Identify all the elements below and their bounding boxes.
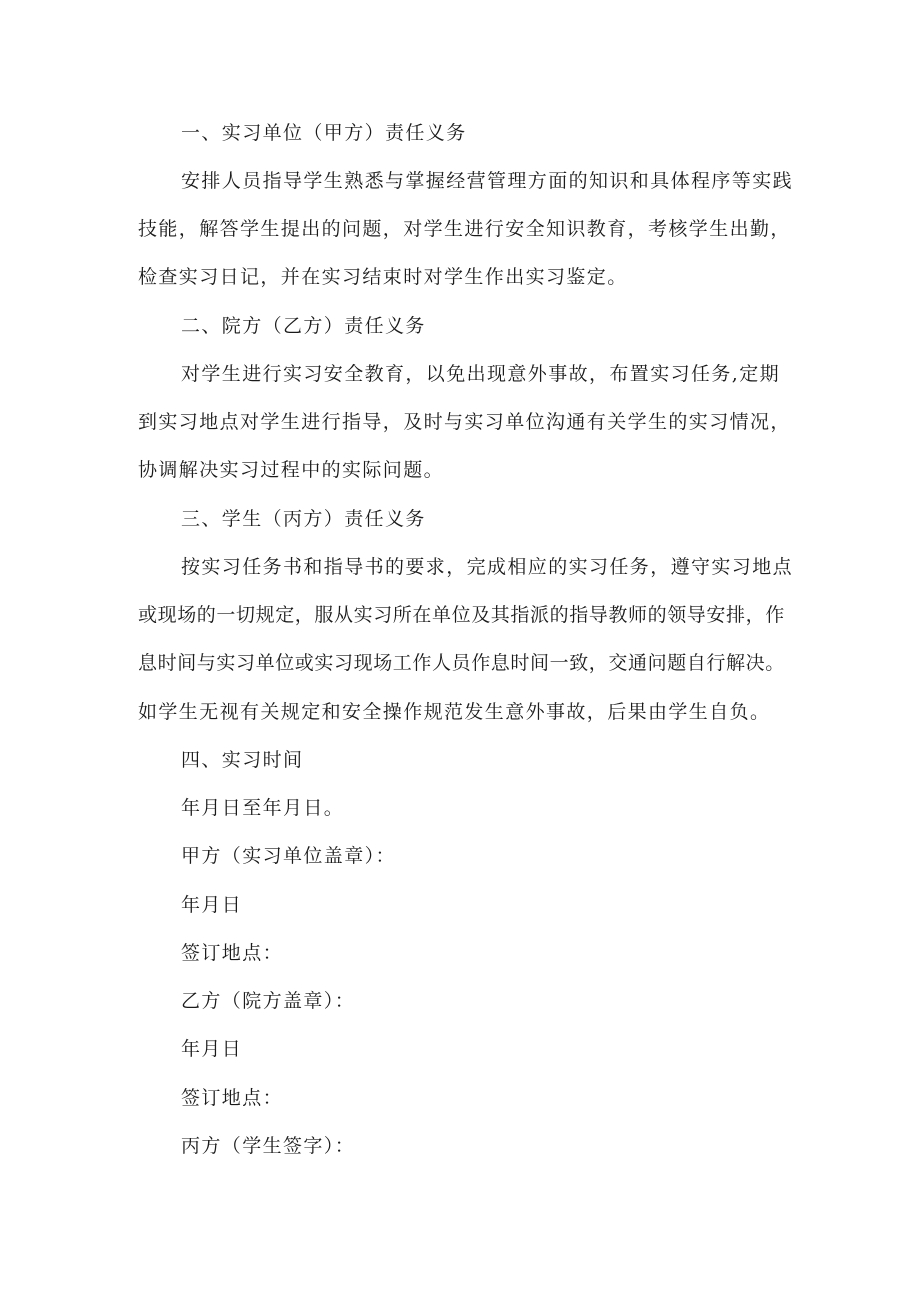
party-c-signature-label: 丙方（学生签字）：: [181, 1135, 356, 1157]
section3-heading: 三、学生（丙方）责任义务: [181, 508, 426, 530]
section2-paragraph-line-2: 到实习地点对学生进行指导，及时与实习单位沟通有关学生的实习情况，: [138, 411, 791, 433]
party-a-seal-label: 甲方（实习单位盖章）：: [181, 845, 396, 867]
section1-paragraph-line-1: 安排人员指导学生熟悉与掌握经营管理方面的知识和具体程序等实践: [181, 170, 794, 192]
section3-paragraph-line-2: 或现场的一切规定，服从实习所在单位及其指派的指导教师的领导安排，作: [138, 604, 785, 626]
party-a-signing-place: 签订地点：: [181, 942, 284, 964]
section1-heading: 一、实习单位（甲方）责任义务: [181, 122, 467, 144]
section2-paragraph-line-3: 协调解决实习过程中的实际问题。: [138, 459, 445, 481]
section3-paragraph-line-4: 如学生无视有关规定和安全操作规范发生意外事故，后果由学生自负。: [138, 701, 771, 723]
party-b-signing-place: 签订地点：: [181, 1087, 284, 1109]
party-b-date: 年月日: [181, 1038, 243, 1060]
section2-paragraph-line-1: 对学生进行实习安全教育，以免出现意外事故，布置实习任务,定期: [181, 363, 781, 385]
section3-paragraph-line-3: 息时间与实习单位或实习现场工作人员作息时间一致，交通问题自行解决。: [138, 652, 785, 674]
party-b-seal-label: 乙方（院方盖章）：: [181, 990, 356, 1012]
internship-period: 年月日至年月日。: [181, 797, 345, 819]
section1-paragraph-line-2: 技能，解答学生提出的问题，对学生进行安全知识教育，考核学生出勤，: [138, 218, 791, 240]
section4-heading: 四、实习时间: [181, 749, 304, 771]
section2-heading: 二、院方（乙方）责任义务: [181, 315, 426, 337]
party-a-date: 年月日: [181, 894, 243, 916]
section1-paragraph-line-3: 检查实习日记，并在实习结束时对学生作出实习鉴定。: [138, 266, 628, 288]
section3-paragraph-line-1: 按实习任务书和指导书的要求，完成相应的实习任务，遵守实习地点: [181, 556, 794, 578]
